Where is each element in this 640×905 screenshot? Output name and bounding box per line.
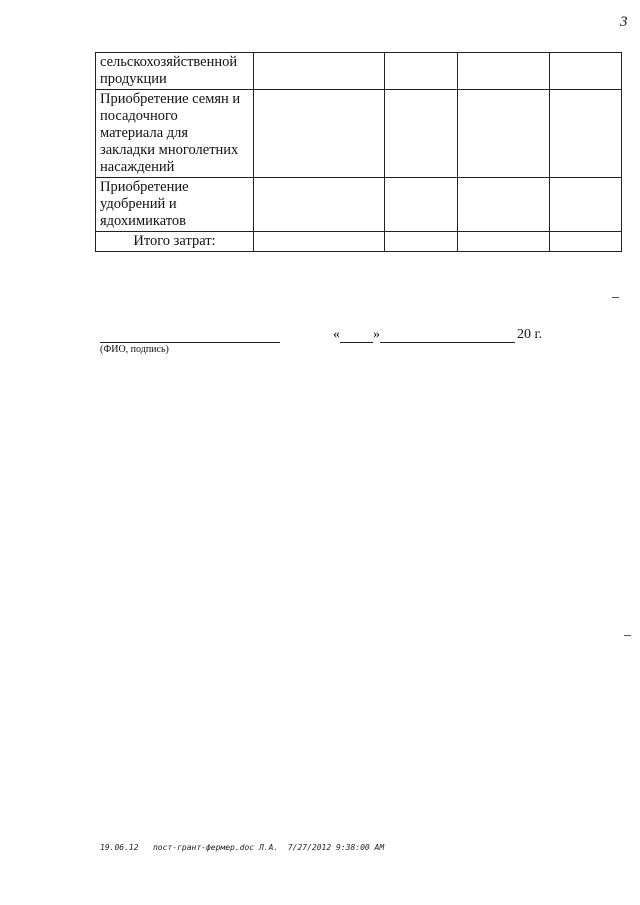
table-row <box>96 53 622 90</box>
signature-line <box>100 330 280 343</box>
year-suffix: 20 г. <box>517 327 543 342</box>
table-cell <box>458 53 550 90</box>
table-cell <box>385 232 458 252</box>
table-cell <box>385 178 458 232</box>
page-number: 3 <box>620 14 628 30</box>
cost-table <box>95 52 622 252</box>
date-close-quote: » <box>373 327 380 342</box>
row-label: Приобретение семян и посадочного материала для закладки многолетних насаждений <box>96 90 254 178</box>
total-label: Итого затрат: <box>96 232 254 252</box>
table-row <box>96 90 622 178</box>
row-label: Приобретение удобрений и ядохимикатов <box>96 178 254 232</box>
table-cell <box>385 90 458 178</box>
table-row <box>96 178 622 232</box>
scan-mark <box>624 635 631 636</box>
month-blank <box>380 328 515 343</box>
document-footer: 19.06.12 пост-грант-фермер.doc Л.А. 7/27/2012 9:38:00 AM <box>100 843 385 852</box>
day-blank <box>340 328 373 343</box>
total-row <box>96 232 622 252</box>
date-open-quote: « <box>333 327 340 342</box>
table-cell <box>550 178 622 232</box>
table-cell <box>385 53 458 90</box>
table-cell <box>550 90 622 178</box>
scan-mark <box>612 297 619 298</box>
table-cell <box>550 53 622 90</box>
row-label: сельскохозяйственной продукции <box>96 53 254 90</box>
table-cell <box>254 178 385 232</box>
table-cell <box>254 90 385 178</box>
table-cell <box>458 90 550 178</box>
table-cell <box>458 178 550 232</box>
table-cell <box>254 232 385 252</box>
table-cell <box>254 53 385 90</box>
date-field <box>333 327 542 343</box>
signature-caption: (ФИО, подпись) <box>100 344 169 355</box>
table-cell <box>458 232 550 252</box>
table-cell <box>550 232 622 252</box>
